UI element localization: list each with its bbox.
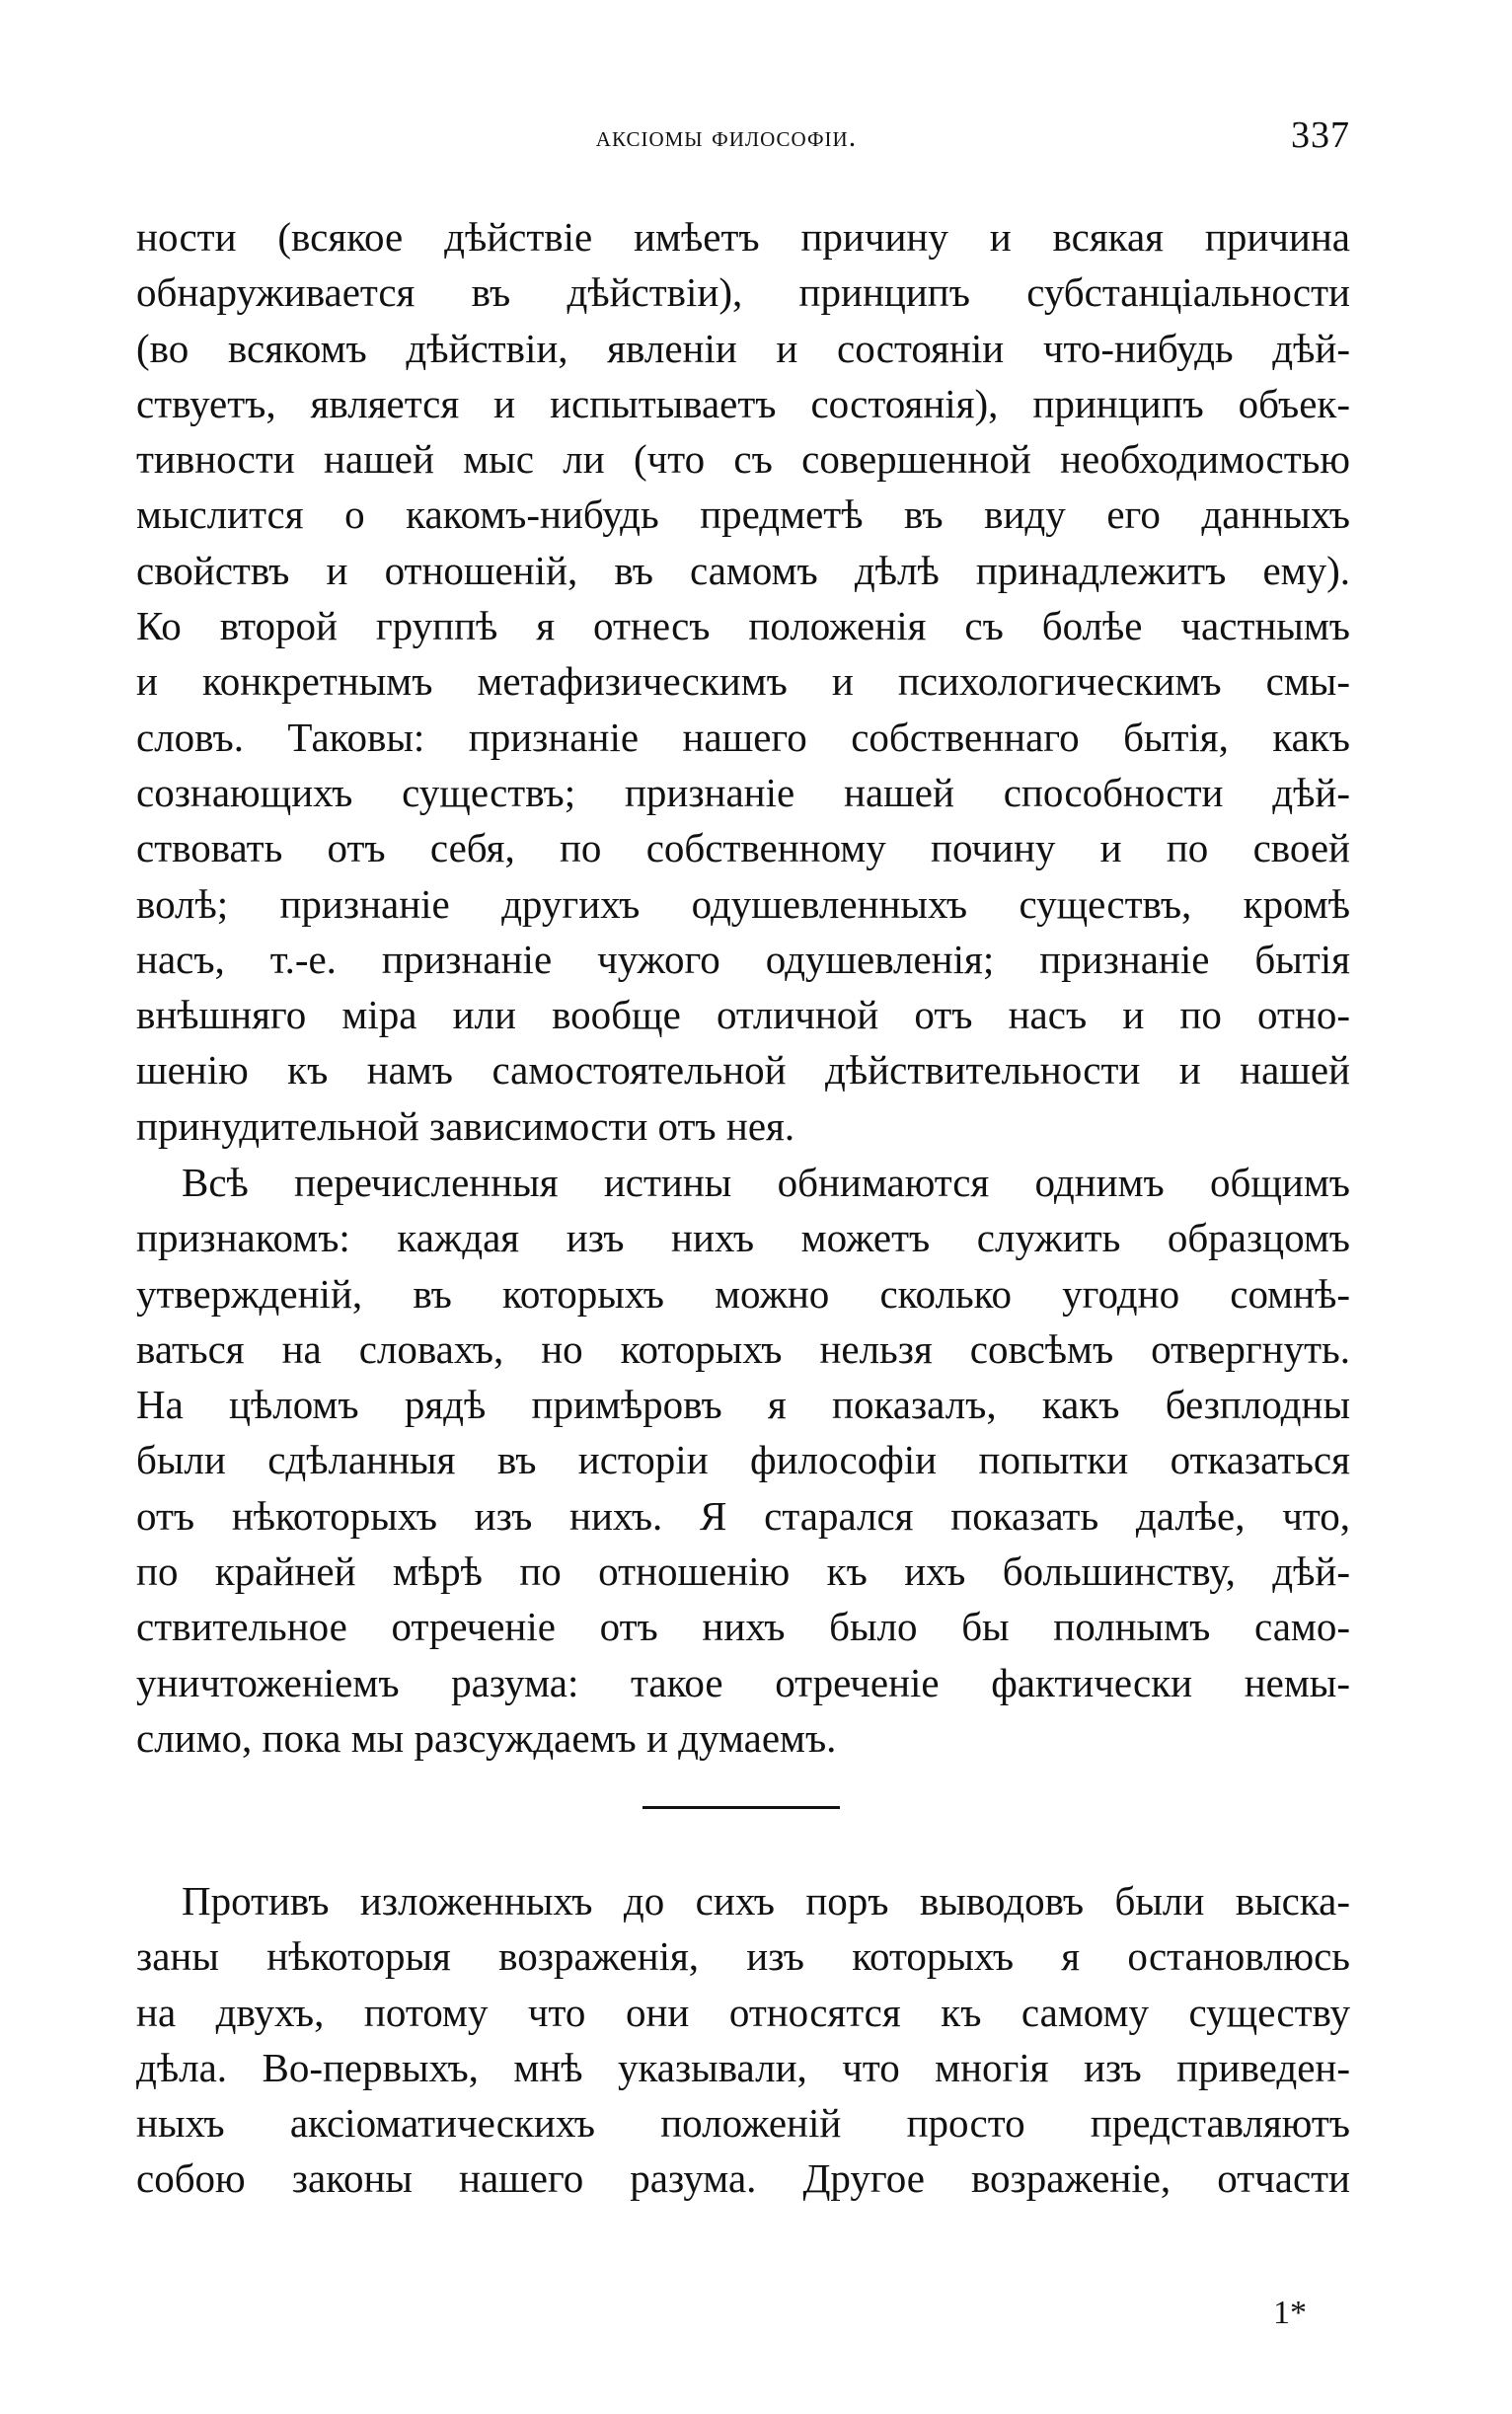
paragraph-2 — [136, 1155, 1350, 1766]
text-line: тивности нашей мыс ли (что съ совершенной необходимостью — [136, 436, 1350, 483]
text-line: заны нѣкоторыя возраженiя, изъ которыхъ я остановлюсь — [136, 1933, 1350, 1980]
paragraph-1 — [136, 209, 1350, 1154]
page-number: 337 — [1291, 114, 1350, 156]
text-line: ныхъ аксiоматическихъ положенiй просто представляютъ — [136, 2100, 1350, 2147]
text-line: словъ. Таковы: признанiе нашего собственнаго бытiя, какъ — [136, 714, 1350, 760]
text-line: сознающихъ существъ; признанiе нашей способности дѣй- — [136, 769, 1350, 815]
text-line: шенiю къ намъ самостоятельной дѣйствительности и нашей — [136, 1047, 1350, 1094]
text-line: Противъ изложенныхъ до сихъ поръ выводовъ были выска- — [182, 1878, 1350, 1924]
text-line: насъ, т.-е. признанiе чужого одушевленiя; признанiе бытiя — [136, 936, 1350, 982]
text-line: внѣшняго мiра или вообще отличной отъ насъ и по отно- — [136, 992, 1350, 1038]
text-line: дѣла. Во-первыхъ, мнѣ указывали, что многiя изъ приведен- — [136, 2044, 1350, 2090]
running-title: аксiомы философiи. — [595, 120, 858, 153]
text-line: ствительное отреченiе отъ нихъ было бы полнымъ само- — [136, 1604, 1350, 1650]
text-line: отъ нѣкоторыхъ изъ нихъ. Я старался показать далѣе, что, — [136, 1492, 1350, 1539]
text-line: (во всякомъ дѣйствiи, явленiи и состоянiи что-нибудь дѣй- — [136, 325, 1350, 371]
text-line: ствуетъ, является и испытываетъ состоянiя), принципъ объек- — [136, 380, 1350, 426]
text-line: ности (всякое дѣйствiе имѣетъ причину и всякая причина — [136, 214, 1350, 260]
text-line: утвержденiй, въ которыхъ можно сколько угодно сомнѣ- — [136, 1270, 1350, 1317]
text-line: Всѣ перечисленныя истины обнимаются однимъ общимъ — [182, 1160, 1350, 1205]
text-line: ствовать отъ себя, по собственному почину и по своей — [136, 825, 1350, 871]
text-line: по крайней мѣрѣ по отношенiю къ ихъ большинству, дѣй- — [136, 1548, 1350, 1595]
section-divider — [643, 1806, 840, 1809]
text-line: слимо, пока мы разсуждаемъ и думаемъ. — [136, 1714, 837, 1761]
text-line: мыслится о какомъ-нибудь предметѣ въ виду его данныхъ — [136, 491, 1350, 538]
paragraph-3 — [136, 1873, 1350, 2207]
text-line: и конкретнымъ метафизическимъ и психологическимъ смы- — [136, 658, 1350, 705]
text-line: на двухъ, потому что они относятся къ самому существу — [136, 1989, 1350, 2035]
text-line: ваться на словахъ, но которыхъ нельзя совсѣмъ отвергнуть. — [136, 1325, 1350, 1372]
text-line: признакомъ: каждая изъ нихъ можетъ служить образцомъ — [136, 1215, 1350, 1261]
text-line: волѣ; признанiе другихъ одушевленныхъ существъ, кромѣ — [136, 880, 1350, 927]
text-line: обнаруживается въ дѣйствiи), принципъ субстанцiальности — [136, 269, 1350, 316]
text-line: собою законы нашего разума. Другое возраженiе, отчасти — [136, 2155, 1350, 2202]
signature-mark: 1* — [1273, 2295, 1307, 2331]
text-line: свойствъ и отношенiй, въ самомъ дѣлѣ принадлежитъ ему). — [136, 547, 1350, 593]
text-line: На цѣломъ рядѣ примѣровъ я показалъ, какъ безплодны — [136, 1382, 1350, 1428]
text-line: были сдѣланныя въ исторiи философiи попытки отказаться — [136, 1437, 1350, 1483]
text-line: уничтоженiемъ разума: такое отреченiе фактически немы- — [136, 1659, 1350, 1705]
text-line: принудительной зависимости отъ нея. — [136, 1102, 795, 1149]
text-line: Ко второй группѣ я отнесъ положенiя съ болѣе частнымъ — [136, 603, 1350, 649]
